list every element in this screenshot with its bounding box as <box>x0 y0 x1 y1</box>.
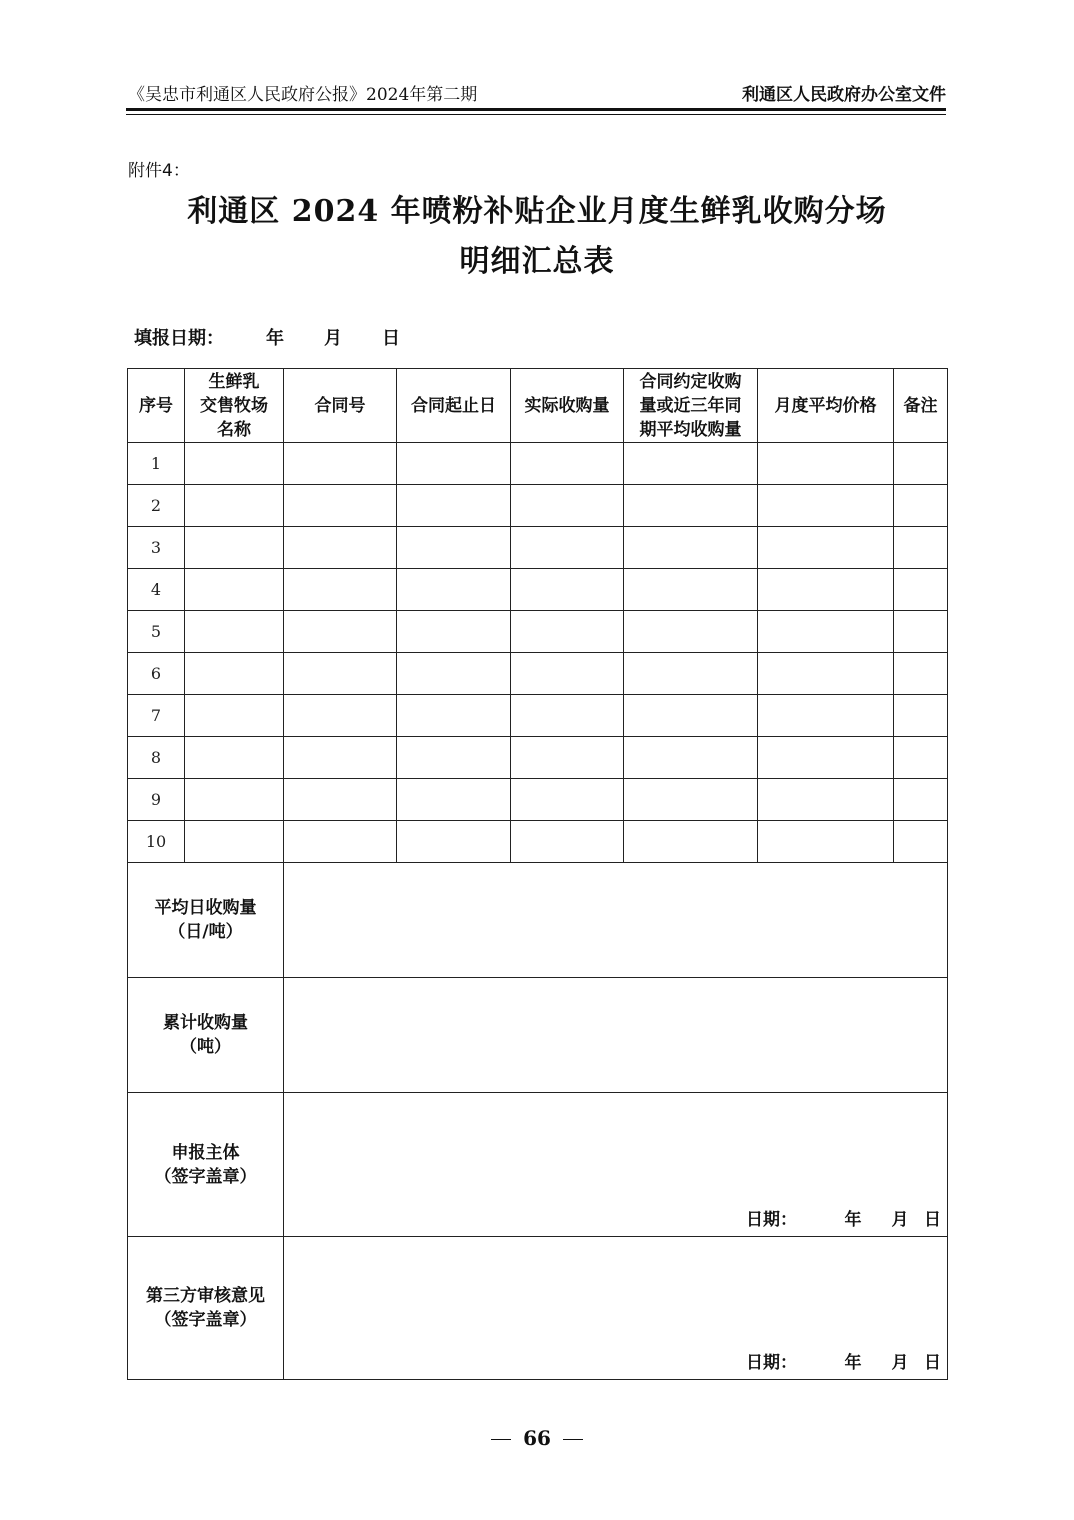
sign-date-day: 日 <box>924 1353 941 1373</box>
cell[interactable] <box>758 443 894 485</box>
cumulative-value[interactable] <box>284 978 948 1093</box>
cell[interactable] <box>284 653 397 695</box>
applicant-sign-date <box>746 1205 941 1230</box>
table-row <box>128 653 948 695</box>
col-contract-period: 合同起止日 <box>397 369 511 443</box>
footer-dash-right <box>563 1439 583 1440</box>
sign-date-label: 日期： <box>746 1353 797 1373</box>
third-party-sign-date <box>746 1348 941 1373</box>
col-contract-no: 合同号 <box>284 369 397 443</box>
cumulative-label-line: 累计收购量 <box>163 1013 248 1033</box>
col-farm-line: 交售牧场 <box>200 395 268 416</box>
row-seq: 6 <box>128 653 185 695</box>
col-seq: 序号 <box>128 369 185 443</box>
third-party-signature-area[interactable] <box>284 1237 948 1380</box>
cell[interactable] <box>284 527 397 569</box>
cell[interactable] <box>894 485 948 527</box>
third-party-label-line: （签字盖章） <box>154 1310 257 1330</box>
summary-table <box>127 368 948 1380</box>
cell[interactable] <box>624 443 758 485</box>
cell[interactable] <box>624 695 758 737</box>
avg-daily-value[interactable] <box>284 863 948 978</box>
page-number: 66 <box>523 1426 551 1450</box>
table-row <box>128 443 948 485</box>
fill-date <box>134 324 400 350</box>
cell[interactable] <box>511 737 624 779</box>
page-title-line1: 利通区 2024 年喷粉补贴企业月度生鲜乳收购分场 <box>187 194 887 229</box>
sign-date-month: 月 <box>891 1210 909 1230</box>
fill-date-label: 填报日期： <box>134 328 224 349</box>
avg-daily-label-line: 平均日收购量 <box>154 898 257 918</box>
cell[interactable] <box>624 485 758 527</box>
cell[interactable] <box>284 611 397 653</box>
row-seq: 4 <box>128 569 185 611</box>
header-publication: 《吴忠市利通区人民政府公报》2024年第二期 <box>128 85 478 105</box>
cell[interactable] <box>284 485 397 527</box>
page-title-line2: 明细汇总表 <box>459 244 615 279</box>
cell[interactable] <box>284 737 397 779</box>
attachment-label: 附件4： <box>128 161 190 181</box>
fill-date-month: 月 <box>324 328 342 349</box>
footer-dash-left <box>491 1439 511 1440</box>
row-seq: 2 <box>128 485 185 527</box>
sign-date-year: 年 <box>844 1353 862 1373</box>
col-agreed-line: 量或近三年同 <box>639 395 742 416</box>
col-avg-price: 月度平均价格 <box>758 369 894 443</box>
cell[interactable] <box>511 653 624 695</box>
cell[interactable] <box>758 527 894 569</box>
cell[interactable] <box>284 569 397 611</box>
cell[interactable] <box>894 821 948 863</box>
avg-daily-row <box>128 863 948 978</box>
cell[interactable] <box>185 779 284 821</box>
cell[interactable] <box>397 527 511 569</box>
cell[interactable] <box>624 737 758 779</box>
cell[interactable] <box>511 695 624 737</box>
cell[interactable] <box>397 569 511 611</box>
table-header-row <box>128 369 948 443</box>
table-row <box>128 527 948 569</box>
page-footer <box>0 1426 1074 1450</box>
col-farm <box>185 369 284 443</box>
cell[interactable] <box>511 821 624 863</box>
third-party-row <box>128 1237 948 1380</box>
cell[interactable] <box>894 443 948 485</box>
table-row <box>128 821 948 863</box>
header-rule-thin <box>126 114 946 115</box>
col-farm-line: 名称 <box>217 419 251 440</box>
cell[interactable] <box>894 779 948 821</box>
applicant-label <box>128 1093 284 1237</box>
applicant-label-line: 申报主体 <box>171 1142 240 1163</box>
sign-date-label: 日期： <box>746 1210 797 1230</box>
cumulative-row <box>128 978 948 1093</box>
row-seq: 1 <box>128 443 185 485</box>
row-seq: 10 <box>128 821 185 863</box>
cell[interactable] <box>758 653 894 695</box>
sign-date-day: 日 <box>924 1210 941 1230</box>
table-row <box>128 695 948 737</box>
col-agreed-line: 期平均收购量 <box>639 419 742 440</box>
cell[interactable] <box>624 527 758 569</box>
cell[interactable] <box>185 527 284 569</box>
cell[interactable] <box>397 779 511 821</box>
cell[interactable] <box>894 653 948 695</box>
cell[interactable] <box>284 821 397 863</box>
row-seq: 7 <box>128 695 185 737</box>
table-row <box>128 611 948 653</box>
cell[interactable] <box>185 821 284 863</box>
cumulative-label <box>128 978 284 1093</box>
row-seq: 3 <box>128 527 185 569</box>
table-row <box>128 569 948 611</box>
cell[interactable] <box>185 443 284 485</box>
row-seq: 9 <box>128 779 185 821</box>
cell[interactable] <box>397 611 511 653</box>
cell[interactable] <box>185 695 284 737</box>
cell[interactable] <box>758 695 894 737</box>
third-party-label-line: 第三方审核意见 <box>146 1286 265 1306</box>
cell[interactable] <box>511 779 624 821</box>
cell[interactable] <box>185 569 284 611</box>
cell[interactable] <box>894 569 948 611</box>
table-row <box>128 779 948 821</box>
fill-date-year: 年 <box>266 328 284 349</box>
cell[interactable] <box>894 737 948 779</box>
cell[interactable] <box>624 611 758 653</box>
sign-date-year: 年 <box>844 1210 862 1230</box>
cell[interactable] <box>284 779 397 821</box>
cell[interactable] <box>758 569 894 611</box>
cell[interactable] <box>397 695 511 737</box>
col-actual-purchase: 实际收购量 <box>511 369 624 443</box>
cell[interactable] <box>511 611 624 653</box>
cell[interactable] <box>397 737 511 779</box>
cell[interactable] <box>894 695 948 737</box>
cell[interactable] <box>894 611 948 653</box>
row-seq: 8 <box>128 737 185 779</box>
row-seq: 5 <box>128 611 185 653</box>
cell[interactable] <box>624 653 758 695</box>
applicant-signature-area[interactable] <box>284 1093 948 1237</box>
cell[interactable] <box>511 443 624 485</box>
cell[interactable] <box>185 737 284 779</box>
cell[interactable] <box>511 527 624 569</box>
col-remark: 备注 <box>894 369 948 443</box>
cell[interactable] <box>758 737 894 779</box>
sign-date-month: 月 <box>891 1353 909 1373</box>
cell[interactable] <box>397 653 511 695</box>
cell[interactable] <box>758 611 894 653</box>
table-row <box>128 737 948 779</box>
cell[interactable] <box>624 569 758 611</box>
cell[interactable] <box>624 779 758 821</box>
applicant-row <box>128 1093 948 1237</box>
header-office: 利通区人民政府办公室文件 <box>742 85 946 105</box>
table-row <box>128 485 948 527</box>
third-party-label <box>128 1237 284 1380</box>
cell[interactable] <box>511 569 624 611</box>
avg-daily-label <box>128 863 284 978</box>
col-agreed-line: 合同约定收购 <box>639 371 742 392</box>
cell[interactable] <box>284 695 397 737</box>
cumulative-label-line: （吨） <box>180 1037 231 1057</box>
col-agreed-purchase <box>624 369 758 443</box>
cell[interactable] <box>758 821 894 863</box>
col-farm-line: 生鲜乳 <box>208 371 260 392</box>
avg-daily-label-line: （日/吨） <box>168 922 243 942</box>
cell[interactable] <box>185 653 284 695</box>
cell[interactable] <box>624 821 758 863</box>
cell[interactable] <box>185 485 284 527</box>
cell[interactable] <box>185 611 284 653</box>
cell[interactable] <box>397 485 511 527</box>
cell[interactable] <box>894 527 948 569</box>
cell[interactable] <box>284 443 397 485</box>
cell[interactable] <box>511 485 624 527</box>
cell[interactable] <box>397 821 511 863</box>
cell[interactable] <box>758 485 894 527</box>
cell[interactable] <box>397 443 511 485</box>
cell[interactable] <box>758 779 894 821</box>
header-rule-thick <box>126 108 946 111</box>
applicant-label-line: （签字盖章） <box>154 1166 257 1187</box>
fill-date-day: 日 <box>382 328 400 349</box>
